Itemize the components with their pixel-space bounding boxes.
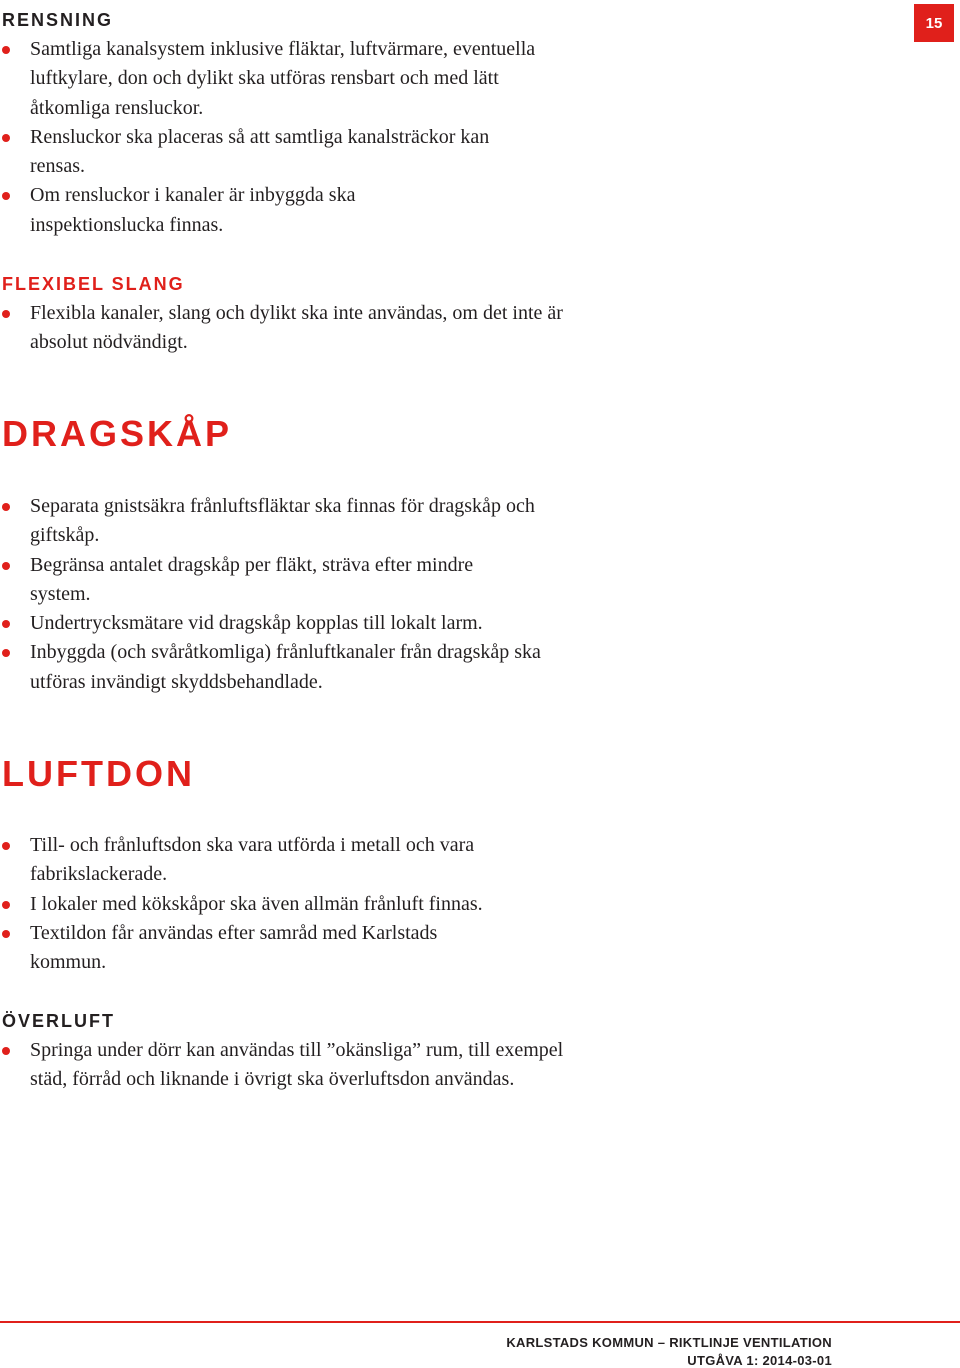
list-overluft — [0, 1036, 580, 1095]
heading-rensning: RENSNING — [2, 10, 114, 30]
page-number: 15 — [925, 14, 943, 32]
list-item: Rensluckor ska placeras så att samtliga kanalsträckor kan rensas. — [0, 123, 510, 182]
heading-flexibel-slang: FLEXIBEL SLANG — [2, 274, 185, 294]
heading-luftdon: LUFTDON — [2, 753, 195, 794]
list-luftdon — [0, 831, 580, 977]
list-item: Inbyggda (och svåråtkomliga) frånluftkanaler från dragskåp ska utföras invändigt skyddsbehandlade. — [0, 638, 575, 697]
list-item: Separata gnistsäkra frånluftsfläktar ska finnas för dragskåp och giftskåp. — [0, 492, 560, 551]
footer-divider — [0, 1321, 960, 1323]
list-item: Undertrycksmätare vid dragskåp kopplas till lokalt larm. — [0, 609, 590, 638]
list-item: Begränsa antalet dragskåp per fläkt, sträva efter mindre system. — [0, 551, 530, 610]
list-item: Om rensluckor i kanaler är inbyggda ska inspektionslucka finnas. — [0, 181, 400, 240]
list-item: Flexibla kanaler, slang och dylikt ska inte användas, om det inte är absolut nödvändigt. — [0, 299, 570, 358]
page-number-badge — [914, 4, 954, 42]
footer-title: KARLSTADS KOMMUN – RIKTLINJE VENTILATION — [506, 1335, 832, 1350]
list-item: I lokaler med kökskåpor ska även allmän frånluft finnas. — [0, 890, 590, 919]
list-item: Till- och frånluftsdon ska vara utförda i metall och vara fabrikslackerade. — [0, 831, 540, 890]
list-dragskap — [0, 492, 580, 697]
heading-dragskap: DRAGSKÅP — [2, 413, 233, 454]
list-item: Textildon får användas efter samråd med Karlstads kommun. — [0, 919, 500, 978]
list-item: Springa under dörr kan användas till ”okänsliga” rum, till exempel städ, förråd och liknande i övrigt ska överluftsdon användas. — [0, 1036, 570, 1095]
list-flexibel-slang — [0, 299, 580, 358]
heading-overluft: ÖVERLUFT — [2, 1011, 115, 1031]
footer-edition: UTGÅVA 1: 2014-03-01 — [687, 1353, 832, 1368]
list-rensning — [0, 35, 580, 240]
list-item: Samtliga kanalsystem inklusive fläktar, luftvärmare, eventuella luftkylare, don och dylikt ska utföras rensbart och med lätt åtkomliga rensluckor. — [0, 35, 570, 123]
